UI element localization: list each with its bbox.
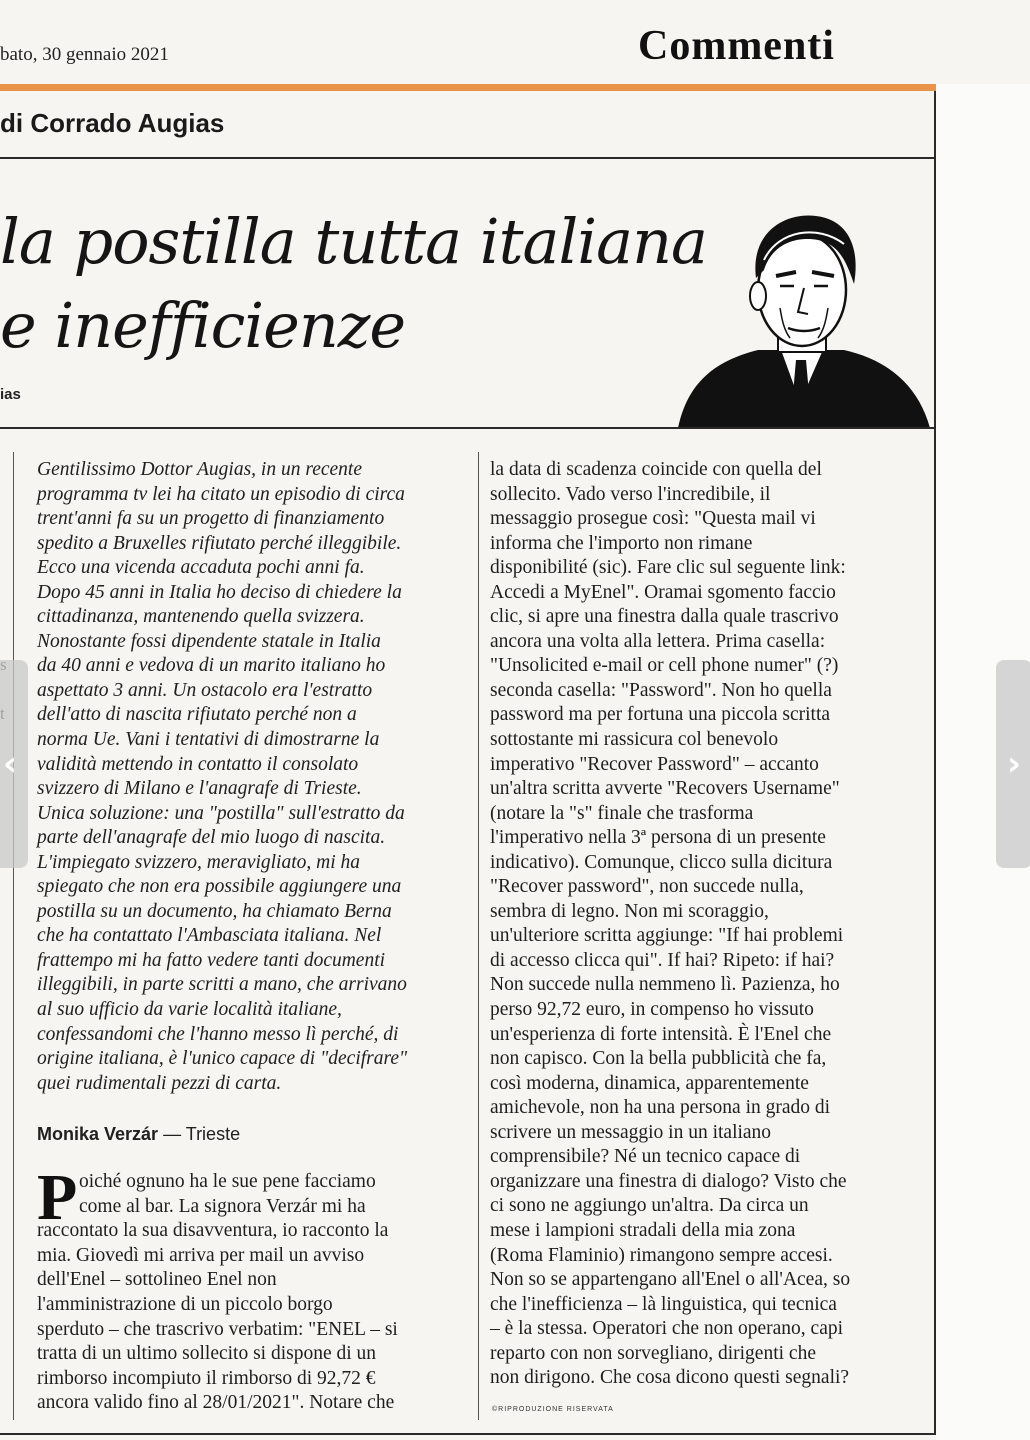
reply-line: "Unsolicited e-mail or cell phone numer" (?) (490, 655, 839, 677)
reader-letter (37, 458, 469, 1096)
reply-line: sollecito. Vado verso l'incredibile, il (490, 483, 771, 505)
letter-line: parte dell'anagrafe del mio luogo di nascita. (37, 827, 386, 849)
reply-line: sembra di legno. Non mi scoraggio, (490, 900, 769, 922)
letter-line: svizzero di Milano e l'anagrafe di Trieste. (37, 778, 362, 800)
reply-line: la data di scadenza coincide con quella del (490, 459, 822, 480)
letter-line: Nonostante fossi dipendente statale in Italia (37, 630, 381, 652)
reply-line: che l'inefficienza – là linguistica, qui tecnica (490, 1293, 837, 1315)
letter-line: frattempo mi ha fatto vedere tanti documenti (37, 949, 386, 971)
reply-line: – è la stessa. Operatori che non operano, capi (490, 1318, 844, 1340)
reply-line: indicativo). Comunque, clicco sulla dicitura (490, 851, 833, 873)
reply-line: ancora una volta alla lettera. Prima casella: (490, 630, 826, 652)
reply-line: perso 92,72 euro, in compenso ho vissuto (490, 999, 814, 1021)
next-image-button[interactable] (996, 660, 1030, 868)
letter-line: da 40 anni e vedova di un marito italiano ho (37, 655, 386, 677)
letter-line: Unica soluzione: una "postilla" sull'estratto da (37, 802, 405, 824)
reply-line: sperduto – che trascrivo verbatim: "ENEL – si (37, 1318, 398, 1340)
reply-line: (notare la "s" finale che trasforma (490, 802, 754, 824)
reply-line: mia. Giovedì mi arriva per mail un avviso (37, 1244, 365, 1266)
orange-rule (0, 84, 936, 91)
reply-line: non dirigono. Che cosa dicono questi segnali? (490, 1367, 850, 1389)
letter-line: trent'anni fa su un progetto di finanziamento (37, 508, 385, 530)
reply-line: così moderna, dinamica, apparentemente (490, 1072, 809, 1094)
letter-line: quei rudimentali pezzi di carta. (37, 1072, 282, 1094)
letter-signature (37, 1124, 240, 1145)
reply-line: reparto con non sorvegliano, dirigenti che (490, 1342, 816, 1364)
author-reply (37, 1161, 469, 1416)
reply-line: tratta di un ultimo sollecito si dispone di un (37, 1343, 377, 1365)
reply-line: Accedi a MyEnel". Oramai sgomento faccio (490, 581, 836, 603)
reply-line: (Roma Flaminio) rimangono sempre accesi. (490, 1244, 833, 1266)
header-section-title: Commenti (638, 23, 835, 69)
letter-line: spedito a Bruxelles rifiutato perché illeggibile. (37, 532, 402, 554)
reply-line: come al bar. La signora Verzár mi ha (79, 1195, 366, 1217)
reply-line: comprensibile? Né un tecnico capace di (490, 1146, 801, 1168)
letter-line: che ha contattato l'Ambasciata italiana. Nel (37, 925, 382, 947)
header-date: bato, 30 gennaio 2021 (0, 44, 169, 65)
headline (0, 200, 707, 368)
reply-line: di accesso clicca qui". If hai? Ripeto: if hai? (490, 949, 835, 971)
reply-line: messaggio prosegue così: "Questa mail vi (490, 508, 816, 530)
column-rule (478, 452, 479, 1420)
reply-line: seconda casella: "Password". Non ho quella (490, 679, 832, 701)
reply-line: dell'Enel – sottolineo Enel non (37, 1269, 277, 1291)
letter-line: confessandomi che l'hanno messo lì perché, di (37, 1023, 399, 1045)
reply-line: un'altra scritta avverte "Recovers Username" (490, 778, 840, 800)
letter-line: L'impiegato svizzero, meravigliato, mi ha (37, 851, 361, 873)
reply-line: amichevole, non ha una persona in grado di (490, 1097, 831, 1119)
signature-name: Monika Verzár (37, 1124, 159, 1144)
author-tag: ias (0, 386, 21, 403)
letter-line: al suo ufficio da varie località italiane, (37, 999, 342, 1021)
reply-continued (490, 458, 930, 1391)
author-portrait-illustration (668, 200, 934, 428)
reply-line: "Recover password", non succede nulla, (490, 876, 804, 898)
reply-line: disponibilité (sic). Fare clic sul seguente link: (490, 557, 846, 579)
drop-cap: P (37, 1161, 78, 1234)
reply-line: non capisco. Con la bella pubblicità che fa, (490, 1048, 827, 1070)
previous-image-button[interactable] (0, 660, 28, 868)
byline: di Corrado Augias (0, 108, 225, 138)
reply-line: rimborso incompiuto il rimborso di 92,72 € (37, 1367, 376, 1389)
reply-line: imperativo "Recover Password" – accanto (490, 753, 819, 775)
signature-place: — Trieste (158, 1124, 241, 1144)
reply-line: sottostante mi rassicura col benevolo (490, 729, 779, 751)
letter-line: norma Ue. Vani i tentativi di dimostrarne la (37, 729, 380, 751)
reply-line: password ma per fortuna una piccola scritta (490, 704, 831, 726)
letter-line: programma tv lei ha citato un episodio di circa (37, 483, 405, 505)
reply-line: mese i lampioni stradali della mia zona (490, 1219, 796, 1241)
reply-line: oiché ognuno ha le sue pene facciamo (79, 1171, 376, 1192)
letter-line: origine italiana, è l'unico capace di "decifrare" (37, 1048, 408, 1070)
letter-line: cittadinanza, mantenendo quella svizzera. (37, 606, 365, 628)
reply-line: informa che l'importo non rimane (490, 532, 753, 554)
letter-line: Gentilissimo Dottor Augias, in un recente (37, 459, 362, 480)
reply-line: organizzare una finestra di dialogo? Visto che (490, 1170, 847, 1192)
letter-line: dell'atto di nascita rifiutato perché non a (37, 704, 357, 726)
chevron-left-icon: ‹ (2, 744, 17, 784)
reply-line: clic, si apre una finestra dalla quale trascrivo (490, 606, 839, 628)
headline-divider (0, 427, 934, 429)
letter-line: Dopo 45 anni in Italia ho deciso di chiedere la (37, 581, 402, 603)
reply-line: un'esperienza di forte intensità. È l'Enel che (490, 1023, 832, 1045)
reply-line: scrivere un messaggio in un italiano (490, 1121, 772, 1143)
reply-line: ci sono ne aggiungo un'altra. Da circa un (490, 1195, 809, 1217)
column-rule (13, 452, 14, 1420)
letter-line: postilla su un documento, ha chiamato Berna (37, 900, 392, 922)
letter-line: validità mettendo in contatto il consolato (37, 753, 359, 775)
reply-line: Non succede nulla nemmeno lì. Pazienza, ho (490, 974, 840, 996)
reply-line: raccontato la sua disavventura, io racconto la (37, 1220, 389, 1242)
reply-line: Non so se appartengano all'Enel o all'Acea, so (490, 1269, 851, 1291)
headline-line: la postilla tutta italiana (0, 205, 707, 278)
headline-line: e inefficienze (0, 289, 406, 362)
reply-line: l'amministrazione di un piccolo borgo (37, 1293, 333, 1315)
letter-line: illeggibili, in parte scritti a mano, che arrivano (37, 974, 407, 996)
letter-line: spiegato che non era possibile aggiungere una (37, 876, 402, 898)
reply-line: un'ulteriore scritta aggiunge: "If hai problemi (490, 925, 844, 947)
reply-line: l'imperativo nella 3ª persona di un presente (490, 827, 826, 849)
copyright-notice: ©RIPRODUZIONE RISERVATA (492, 1406, 614, 1413)
letter-line: aspettato 3 anni. Un ostacolo era l'estratto (37, 679, 373, 701)
letter-line: Ecco una vicenda accaduta pochi anni fa. (37, 557, 365, 579)
reply-line: ancora valido fino al 28/01/2021". Notare che (37, 1392, 395, 1414)
chevron-right-icon: › (1006, 744, 1021, 784)
